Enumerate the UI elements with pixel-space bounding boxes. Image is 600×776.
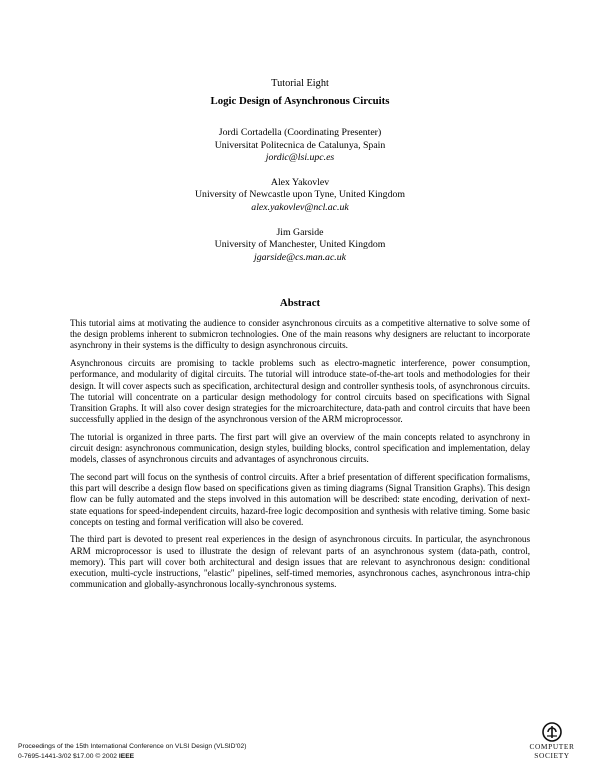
author-email: jordic@lsi.upc.es xyxy=(265,152,335,164)
author-name: Jordi Cortadella (Coordinating Presenter) xyxy=(218,127,382,138)
abstract-heading: Abstract xyxy=(279,297,321,309)
isbn-price: 0-7695-1441-3/02 $17.00 © 2002 xyxy=(18,752,118,760)
author-affiliation: University of Manchester, United Kingdom xyxy=(214,239,386,251)
author-affiliation: University of Newcastle upon Tyne, United Kingdom xyxy=(194,189,405,201)
page-footer xyxy=(18,742,246,761)
abstract-body xyxy=(70,318,530,597)
logo-text-line2: SOCIETY xyxy=(534,751,570,760)
author-name: Jim Garside xyxy=(276,226,324,238)
author-name: Alex Yakovlev xyxy=(270,176,330,188)
author-email: jgarside@cs.man.ac.uk xyxy=(254,251,346,263)
abstract-paragraph: The second part will focus on the synthesis of control circuits. After a brief presentation of different specification formalisms, this part will describe a design flow based on specifications given as timing diagrams (Signal Transition Graphs). This design flow can be fully automated and the steps involved in this automation will be described: state encoding, derivation of next-state equations for speed-independent circuits, hazard-free logic decomposition and synthesis with relative timing. Some basic concepts on testing and formal verification will also be covered. xyxy=(70,471,530,527)
copyright-line xyxy=(18,752,246,762)
abstract-paragraph: This tutorial aims at motivating the audience to consider asynchronous circuits as a competitive alternative to solve some of the design problems inherent to submicron technologies. One of the main reasons why designers are reluctant to incorporate asynchrony in their systems is the difficulty to design asynchronous circuits. xyxy=(70,318,530,351)
abstract-paragraph: The third part is devoted to present real experiences in the design of asynchronous circuits. In particular, the asynchronous ARM microprocessor is used to illustrate the design of relevant parts of an asynchronous system (data-path, control, memory). This part will cover both architectural and design issues that are relevant to asynchronous design: conditional execution, multi-cycle instructions, "elastic" pipelines, self-timed memories, asynchronous caches, asynchronous intra-chip communication and globally-asynchronous locally-synchronous systems. xyxy=(70,534,530,590)
author-block xyxy=(0,227,600,265)
logo-text-line1: COMPUTER xyxy=(529,742,575,751)
author-email: alex.yakovlev@ncl.ac.uk xyxy=(251,201,349,213)
tutorial-label: Tutorial Eight xyxy=(271,78,329,89)
proceedings-line: Proceedings of the 15th International Conference on VLSI Design (VLSID'02) xyxy=(18,743,247,750)
ieee-computer-society-logo-icon xyxy=(542,722,562,742)
abstract-paragraph: Asynchronous circuits are promising to tackle problems such as electro-magnetic interference, power consumption, performance, and modularity of digital circuits. The tutorial will introduce state-of-the-art tools and methodologies for their design. It will cover aspects such as specification, architectural design and controller synthesis tools, of asynchronous circuits. The tutorial will concentrate on a particular design methodology for control circuits based on specifications with Signal Transition Graphs. It will also cover design strategies for the microarchitecture, data-path and control circuits that have been successfully applied in the design of the asynchronous version of the ARM microprocessor. xyxy=(70,358,530,425)
paper-title: Logic Design of Asynchronous Circuits xyxy=(210,95,390,107)
author-affiliation: Universitat Politecnica de Catalunya, Spain xyxy=(214,139,386,151)
author-block xyxy=(0,177,600,215)
publisher-name: IEEE xyxy=(118,752,135,760)
author-block xyxy=(0,127,600,165)
computer-society-logo xyxy=(522,722,582,762)
paper-header xyxy=(0,77,600,264)
abstract-paragraph: The tutorial is organized in three parts. The first part will give an overview of the main concepts related to asynchrony in circuit design: asynchronous communication, design styles, building blocks, control specification and implementation, delay models, classes of asynchronous circuits and advantages of asynchronous circuits. xyxy=(70,431,530,465)
